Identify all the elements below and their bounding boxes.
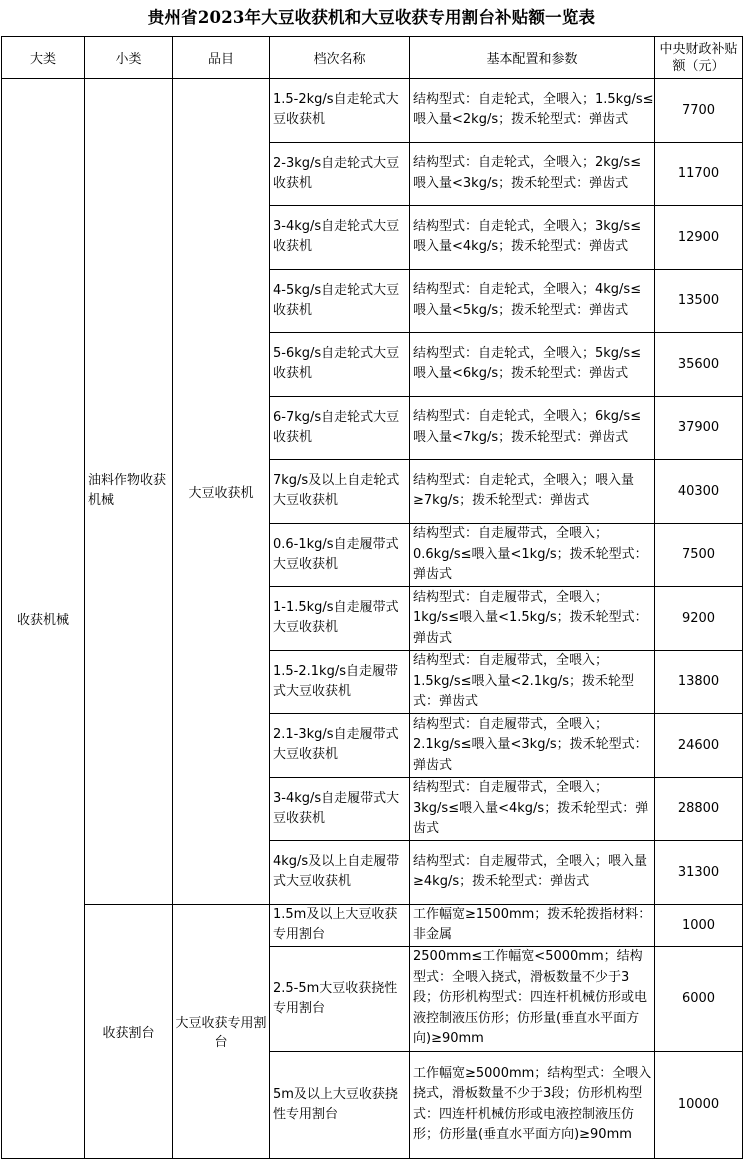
grade-name-cell: 2.1-3kg/s自走履带式大豆收获机 [270, 714, 410, 778]
amount-cell: 13500 [655, 269, 743, 333]
amount-cell: 37900 [655, 396, 743, 460]
config-cell: 结构型式：自走轮式，全喂入；喂入量≥7kg/s；拨禾轮型式：弹齿式 [410, 460, 655, 524]
grade-name-cell: 0.6-1kg/s自走履带式大豆收获机 [270, 523, 410, 587]
subcategory-cell: 油料作物收获机械 [85, 79, 173, 905]
amount-cell: 6000 [655, 946, 743, 1051]
amount-cell: 7700 [655, 79, 743, 143]
header-cell: 档次名称 [270, 37, 410, 79]
grade-name-cell: 1.5-2.1kg/s自走履带式大豆收获机 [270, 650, 410, 714]
amount-cell: 28800 [655, 777, 743, 841]
config-cell: 结构型式：自走轮式，全喂入；6kg/s≤喂入量<7kg/s；拨禾轮型式：弹齿式 [410, 396, 655, 460]
config-cell: 结构型式：自走履带式，全喂入；0.6kg/s≤喂入量<1kg/s；拨禾轮型式：弹齿式 [410, 523, 655, 587]
config-cell: 结构型式：自走轮式，全喂入；1.5kg/s≤喂入量<2kg/s；拨禾轮型式：弹齿式 [410, 79, 655, 143]
config-cell: 工作幅宽≥5000mm；结构型式：全喂入挠式，滑板数量不少于3段；仿形机构型式：四连杆机械仿形或电液控制液压仿形；仿形量(垂直水平面方向)≥90mm [410, 1051, 655, 1158]
config-cell: 结构型式：自走履带式，全喂入；1kg/s≤喂入量<1.5kg/s；拨禾轮型式：弹齿式 [410, 587, 655, 651]
config-cell: 结构型式：自走履带式，全喂入；2.1kg/s≤喂入量<3kg/s；拨禾轮型式：弹齿式 [410, 714, 655, 778]
header-cell: 基本配置和参数 [410, 37, 655, 79]
grade-name-cell: 5-6kg/s自走轮式大豆收获机 [270, 333, 410, 397]
grade-name-cell: 1-1.5kg/s自走履带式大豆收获机 [270, 587, 410, 651]
config-cell: 结构型式：自走履带式，全喂入；喂入量≥4kg/s；拨禾轮型式：弹齿式 [410, 841, 655, 905]
item-cell: 大豆收获机 [173, 79, 270, 905]
amount-cell: 40300 [655, 460, 743, 524]
config-cell: 结构型式：自走履带式，全喂入；1.5kg/s≤喂入量<2.1kg/s；拨禾轮型式：弹齿式 [410, 650, 655, 714]
grade-name-cell: 6-7kg/s自走轮式大豆收获机 [270, 396, 410, 460]
subcategory-cell: 收获割台 [85, 904, 173, 1158]
grade-name-cell: 3-4kg/s自走轮式大豆收获机 [270, 206, 410, 270]
grade-name-cell: 1.5m及以上大豆收获专用割台 [270, 904, 410, 946]
grade-name-cell: 5m及以上大豆收获挠性专用割台 [270, 1051, 410, 1158]
grade-name-cell: 7kg/s及以上自走轮式大豆收获机 [270, 460, 410, 524]
amount-cell: 9200 [655, 587, 743, 651]
table-row [2, 79, 743, 143]
amount-cell: 35600 [655, 333, 743, 397]
amount-cell: 7500 [655, 523, 743, 587]
header-cell: 中央财政补贴额（元） [655, 37, 743, 79]
grade-name-cell: 3-4kg/s自走履带式大豆收获机 [270, 777, 410, 841]
table-row [2, 904, 743, 946]
grade-name-cell: 2.5-5m大豆收获挠性专用割台 [270, 946, 410, 1051]
amount-cell: 1000 [655, 904, 743, 946]
grade-name-cell: 4-5kg/s自走轮式大豆收获机 [270, 269, 410, 333]
category-cell: 收获机械 [2, 79, 85, 1159]
page-title: 贵州省2023年大豆收获机和大豆收获专用割台补贴额一览表 [147, 8, 596, 27]
header-cell: 大类 [2, 37, 85, 79]
config-cell: 工作幅宽≥1500mm；拨禾轮拨指材料：非金属 [410, 904, 655, 946]
item-cell: 大豆收获专用割台 [173, 904, 270, 1158]
amount-cell: 13800 [655, 650, 743, 714]
config-cell: 结构型式：自走轮式，全喂入；4kg/s≤喂入量<5kg/s；拨禾轮型式：弹齿式 [410, 269, 655, 333]
grade-name-cell: 1.5-2kg/s自走轮式大豆收获机 [270, 79, 410, 143]
amount-cell: 10000 [655, 1051, 743, 1158]
config-cell: 结构型式：自走轮式，全喂入；5kg/s≤喂入量<6kg/s；拨禾轮型式：弹齿式 [410, 333, 655, 397]
config-cell: 结构型式：自走轮式，全喂入；2kg/s≤喂入量<3kg/s；拨禾轮型式：弹齿式 [410, 142, 655, 206]
grade-name-cell: 2-3kg/s自走轮式大豆收获机 [270, 142, 410, 206]
header-row [2, 37, 743, 79]
config-cell: 结构型式：自走轮式，全喂入；3kg/s≤喂入量<4kg/s；拨禾轮型式：弹齿式 [410, 206, 655, 270]
amount-cell: 24600 [655, 714, 743, 778]
subsidy-table [1, 36, 743, 1159]
amount-cell: 11700 [655, 142, 743, 206]
config-cell: 结构型式：自走履带式，全喂入；3kg/s≤喂入量<4kg/s；拨禾轮型式：弹齿式 [410, 777, 655, 841]
header-cell: 品目 [173, 37, 270, 79]
grade-name-cell: 4kg/s及以上自走履带式大豆收获机 [270, 841, 410, 905]
config-cell: 2500mm≤工作幅宽<5000mm；结构型式：全喂入挠式，滑板数量不少于3段；仿形机构型式：四连杆机械仿形或电液控制液压仿形；仿形量(垂直水平面方向)≥90mm [410, 946, 655, 1051]
header-cell: 小类 [85, 37, 173, 79]
amount-cell: 31300 [655, 841, 743, 905]
amount-cell: 12900 [655, 206, 743, 270]
